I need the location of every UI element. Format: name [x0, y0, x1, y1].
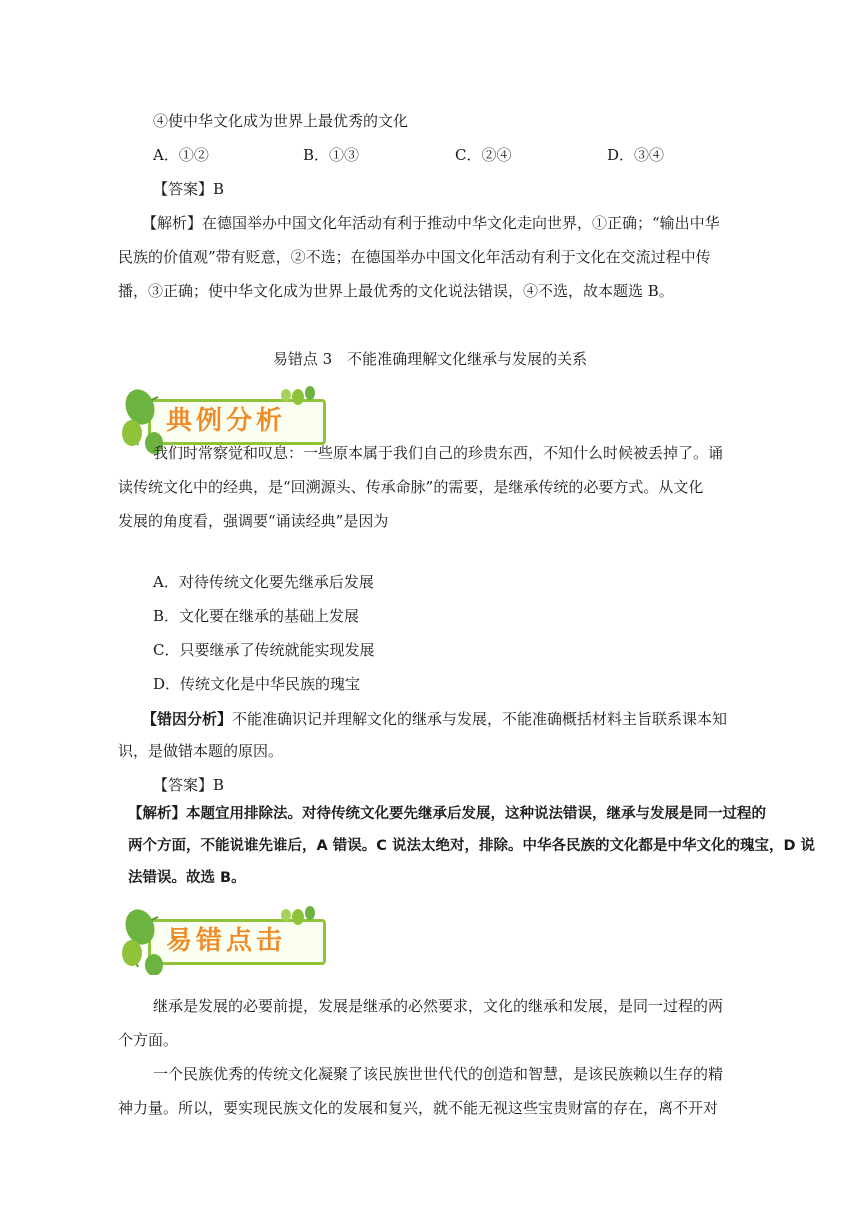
section-heading: 易错点 3 不能准确理解文化继承与发展的关系: [272, 350, 588, 368]
banner-title: 典例分析: [166, 406, 287, 436]
option-c: C．②④: [455, 146, 512, 164]
choice-a: A．对待传统文化要先继承后发展: [153, 573, 374, 591]
option-item-4: ④使中华文化成为世界上最优秀的文化: [153, 112, 409, 130]
answer-label: 【答案】B: [153, 180, 225, 198]
tip-line-3: 一个民族优秀的传统文化凝聚了该民族世世代代的创造和智慧，是该民族赖以生存的精: [153, 1065, 724, 1083]
question-line-1: 我们时常察觉和叹息：一些原本属于我们自己的珍贵东西，不知什么时候被丢掉了。诵: [153, 444, 724, 462]
explanation-line-1: 【解析】本题宜用排除法。对待传统文化要先继承后发展，这种说法错误，继承与发展是同一过程的: [128, 806, 766, 822]
analysis-line-1: 【解析】在德国举办中国文化年活动有利于推动中华文化走向世界，①正确；“输出中华: [142, 214, 720, 232]
question-line-2: 读传统文化中的经典，是“回溯源头、传承命脉”的需要，是继承传统的必要方式。从文化: [118, 478, 704, 496]
tip-line-4: 神力量。所以，要实现民族文化的发展和复兴，就不能无视这些宝贵财富的存在，离不开对: [118, 1099, 719, 1117]
option-a: A．①②: [153, 146, 209, 164]
error-analysis-text: 不能准确识记并理解文化的继承与发展，不能准确概括材料主旨联系课本知: [232, 710, 728, 728]
error-analysis-line-2: 识，是做错本题的原因。: [118, 742, 284, 760]
question-line-3: 发展的角度看，强调要“诵读经典”是因为: [118, 512, 389, 530]
banner-title: 易错点击: [166, 926, 287, 956]
option-b: B．①③: [303, 146, 360, 164]
option-d: D．③④: [607, 146, 665, 164]
error-analysis-line-1: [142, 708, 727, 730]
analysis-line-2: 民族的价值观”带有贬意，②不选；在德国举办中国文化年活动有利于文化在交流过程中传: [118, 248, 711, 266]
tip-line-1: 继承是发展的必要前提，发展是继承的必然要求，文化的继承和发展，是同一过程的两: [153, 997, 724, 1015]
choice-b: B．文化要在继承的基础上发展: [153, 607, 360, 625]
choice-d: D．传统文化是中华民族的瑰宝: [153, 675, 361, 693]
banner-error-tips: [118, 905, 328, 975]
explanation-line-2: 两个方面，不能说谁先谁后，A 错误。C 说法太绝对，排除。中华各民族的文化都是中华文化的瑰宝，D 说: [128, 838, 816, 854]
error-analysis-label: 【错因分析】: [142, 710, 233, 728]
tip-line-2: 个方面。: [118, 1031, 179, 1049]
choice-c: C．只要继承了传统就能实现发展: [153, 641, 375, 659]
explanation-line-3: 法错误。故选 B。: [128, 870, 246, 886]
analysis-line-3: 播，③正确；使中华文化成为世界上最优秀的文化说法错误，④不选，故本题选 B。: [118, 282, 674, 300]
answer-label-2: 【答案】B: [153, 776, 225, 794]
